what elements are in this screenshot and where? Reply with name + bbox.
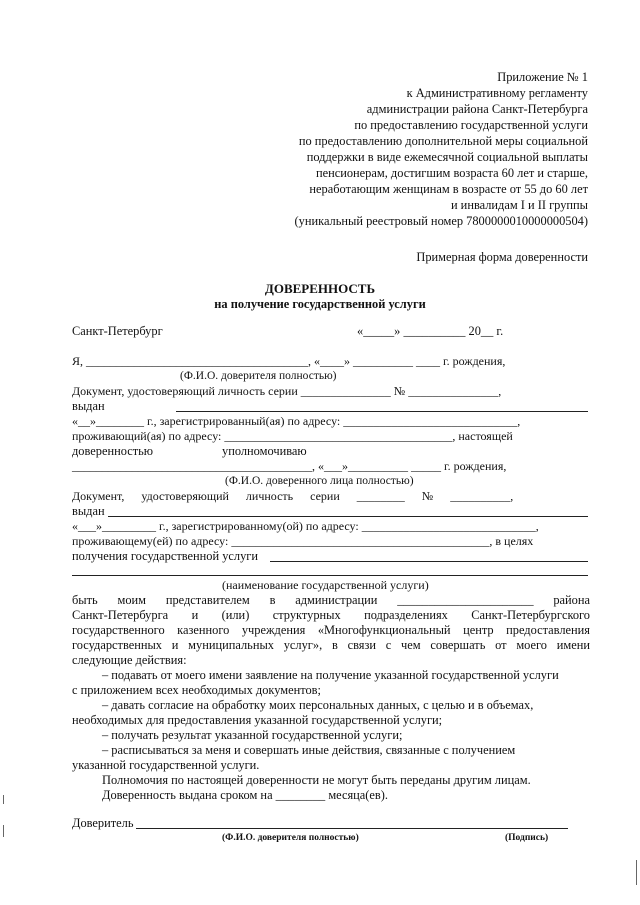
representative-document-line[interactable]: Документ, удостоверяющий личность серии ________ № __________,: [72, 489, 514, 503]
service-name-field-2[interactable]: [72, 575, 588, 576]
issued-label: выдан: [72, 504, 105, 518]
header-line: по предоставлению государственной услуги: [354, 118, 588, 132]
representative-hint: (Ф.И.О. доверенного лица полностью): [225, 475, 414, 487]
principal-line[interactable]: Я, _____________________________________, «____» __________ ____ г. рождения,: [72, 354, 506, 368]
signature-name-hint: (Ф.И.О. доверителя полностью): [222, 833, 359, 843]
header-line: и инвалидам I и II группы: [450, 198, 588, 212]
header-line: администрации района Санкт-Петербурга: [366, 102, 588, 116]
representative-line[interactable]: ________________________________________, «___»__________ _____ г. рождения,: [72, 459, 507, 473]
form-note: Примерная форма доверенности: [416, 250, 588, 264]
header-line: по предоставлению дополнительной меры социальной: [298, 134, 588, 148]
powers-paragraph-line: государственного казенного учреждения «Многофункциональный центр предоставления: [72, 623, 590, 637]
powers-paragraph-line: государственных и муниципальных услуг», в связи с чем совершать от моего имени: [72, 638, 590, 652]
principal-residence-line[interactable]: проживающий(ая) по адресу: ______________________________________, настоящей: [72, 429, 513, 443]
action-item: – давать согласие на обработку моих персональных данных, с целью и в объемах,: [102, 698, 534, 712]
authorize-label-2: уполномочиваю: [222, 444, 307, 458]
service-purpose-label: получения государственной услуги: [72, 549, 259, 563]
action-item-cont: необходимых для предоставления указанной государственной услуги;: [72, 713, 443, 727]
representative-residence-line[interactable]: проживающему(ей) по адресу: ___________________________________________, в целях: [72, 534, 534, 548]
representative-registration-line[interactable]: «___»_________ г., зарегистрированному(ой) по адресу: _____________________________,: [72, 519, 539, 533]
document-title: ДОВЕРЕННОСТЬ: [264, 281, 376, 296]
place: Санкт-Петербург: [72, 324, 163, 338]
scan-mark: [3, 825, 4, 837]
action-item-cont: с приложением всех необходимых документов;: [72, 683, 321, 697]
issued-field[interactable]: [176, 411, 588, 412]
header-line: к Административному регламенту: [406, 86, 588, 100]
term-field[interactable]: Доверенность выдана сроком на ________ месяца(ев).: [102, 788, 389, 802]
signature-sign-hint: (Подпись): [505, 833, 549, 843]
document-subtitle: на получение государственной услуги: [214, 297, 426, 311]
header-line: поддержки в виде ежемесячной социальной выплаты: [306, 150, 588, 164]
date-field[interactable]: «_____» __________ 20__ г.: [357, 324, 504, 338]
powers-paragraph-line: быть моим представителем в администрации ______________________ района: [72, 593, 590, 607]
service-name-hint: (наименование государственной услуги): [222, 578, 429, 592]
action-item: – подавать от моего имени заявление на получение указанной государственной услуги: [102, 668, 559, 682]
scan-mark: [3, 795, 4, 804]
powers-paragraph-line: следующие действия:: [72, 653, 187, 667]
action-item-cont: указанной государственной услуги.: [72, 758, 260, 772]
powers-paragraph-line: Санкт-Петербурга и (или) структурных подразделениях Санкт-Петербургского: [72, 608, 590, 622]
issued-label: выдан: [72, 399, 105, 413]
principal-registration-line[interactable]: «__»________ г., зарегистрированный(ая) по адресу: _____________________________,: [72, 414, 521, 428]
header-line: Приложение № 1: [497, 70, 588, 84]
action-item: – расписываться за меня и совершать иные действия, связанные с получением: [102, 743, 516, 757]
service-name-field[interactable]: [270, 561, 588, 562]
authorize-label-1: доверенностью: [72, 444, 154, 458]
signature-label: Доверитель: [72, 816, 134, 830]
action-item: – получать результат указанной государственной услуги;: [102, 728, 403, 742]
signature-field[interactable]: [136, 828, 568, 829]
transfer-clause: Полномочия по настоящей доверенности не могут быть переданы другим лицам.: [102, 773, 531, 787]
issued-field[interactable]: [108, 516, 588, 517]
header-line: неработающим женщинам в возрасте от 55 до 60 лет: [309, 182, 588, 196]
header-line: пенсионерам, достигшим возраста 60 лет и старше,: [315, 166, 588, 180]
principal-hint: (Ф.И.О. доверителя полностью): [180, 370, 337, 382]
header-line: (уникальный реестровый номер 7800000010000000504): [294, 214, 588, 228]
principal-document-line[interactable]: Документ, удостоверяющий личность серии _______________ № _______________,: [72, 384, 502, 398]
scan-mark: [636, 860, 637, 885]
